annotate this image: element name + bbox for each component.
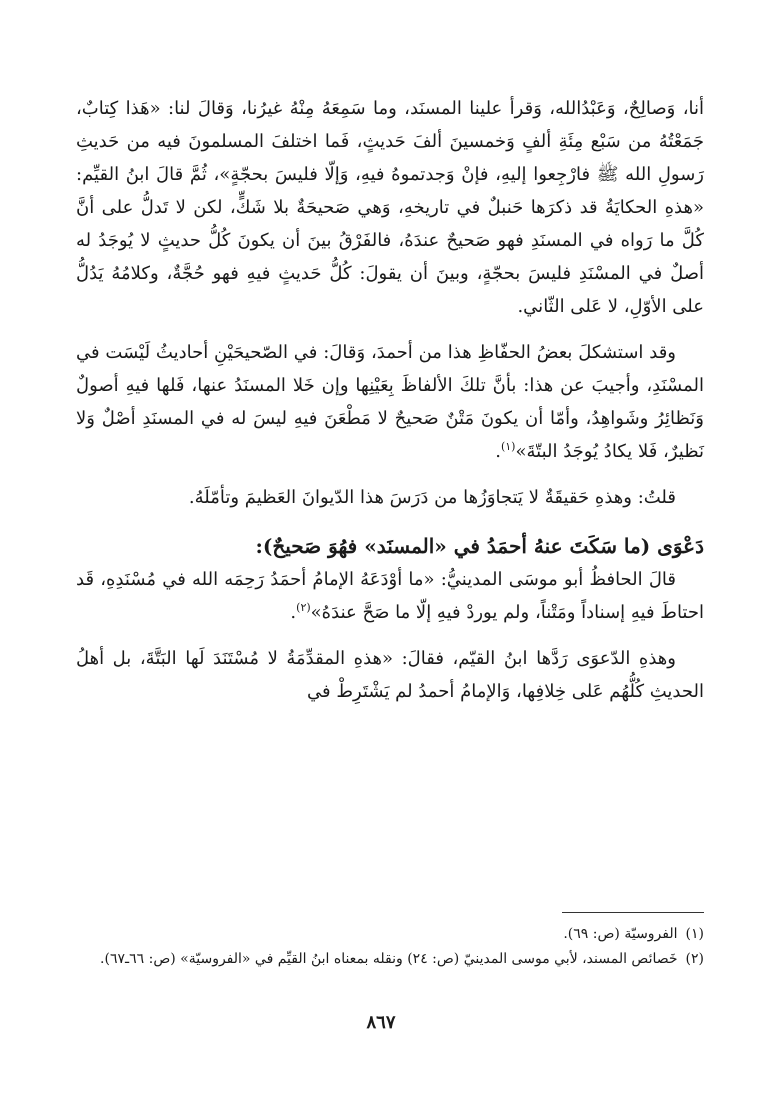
section-heading: دَعْوَى (ما سَكَتَ عنهُ أحمَدُ في «المسنَد» فهُوَ صَحيحٌ): <box>255 534 704 558</box>
page-number: ٨٦٧ <box>366 1012 396 1033</box>
footnote-text: الفروسيّة (ص: ٦٩). <box>563 926 678 942</box>
footnote-marker-2: (٢) <box>296 601 311 614</box>
paragraph-1: أنا، وَصالِحٌ، وَعَبْدُالله، وَقرأ علينا المسنَد، وما سَمِعَهُ مِنْهُ غيرُنا، وَقالَ لنا: «هَذا كِتابٌ، جَمَعْتُهُ من سَبْع مِئَةِ ألفٍ وَخمسينَ ألفَ حَديثٍ، فَما اختلفَ المسلمونَ فيه من حَديثِ رَسولِ الله ﷺ فارْجِعوا إليهِ، فإنْ وَجدتموهُ فيهِ، وَإلّا فليسَ بحجّةٍ»، ثُمَّ قالَ ابنُ القيِّم: «هذهِ الحكايَةُ قد ذكرَها حَنبلٌ في تاريخهِ، وَهي صَحيحَةٌ بلا شَكٍّ، لكن لا تَدلُّ على أنَّ كُلَّ ما رَواه في المسنَدِ فهو صَحيحٌ عندَهُ، فالفَرْقُ بينَ أن يكونَ كُلُّ حديثٍ لا يُوجَدُ له أصلٌ في المسْنَدِ فليسَ بحجّةٍ، وبينَ أن يقولَ: كُلُّ حَديثٍ فيهِ فهو حُجَّةٌ، وكلامُهُ يَدُلُّ على الأوّلِ، لا عَلى الثّاني. <box>76 98 704 317</box>
footnote-2 <box>76 947 704 972</box>
footnotes <box>76 922 704 972</box>
paragraph-2-end: . <box>495 441 501 462</box>
paragraph-2 <box>76 336 704 468</box>
paragraph-4-end: . <box>290 602 297 623</box>
footnote-divider <box>562 912 704 913</box>
footnote-1 <box>76 922 704 947</box>
paragraph-4-text: قالَ الحافظُ أبو موسَى المدينيُّ: «ما أوْدَعَهُ الإمامُ أحمَدُ رَحِمَه الله في مُسْنَدِهِ، قَد احتاطَ فيهِ إسناداً ومَتْناً، ولم يوردْ فيهِ إلّا ما صَحَّ عندَهُ» <box>76 569 704 623</box>
footnote-marker-1: (١) <box>500 440 516 453</box>
footnote-number: (١) <box>685 926 704 942</box>
footnote-text: خَصائص المسند، لأبي موسى المدينيّ (ص: ٢٤) ونقله بمعناه ابنُ القيِّم في «الفروسيّة» (ص: ٦٦ـ٦٧). <box>100 951 678 967</box>
paragraph-4 <box>76 563 704 629</box>
paragraph-2-text: وقد استشكلَ بعضُ الحفّاظِ هذا من أحمدَ، وَقالَ: في الصّحيحَيْنِ أحاديثُ لَيْسَت في المسْنَدِ، وأجيبَ عن هذا: بأنَّ تلكَ الألفاظَ بِعَيْنِها وإن خَلا المسنَدُ عنها، فَلها فيهِ أصولٌ وَنَظائِرُ وشَواهِدُ، وأمّا أن يكونَ مَتْنٌ صَحيحٌ لا مَطْعَنَ فيهِ ليسَ له في المسنَدِ أصْلٌ وَلا نَظيرٌ، فَلا يكادُ يُوجَدُ البتّةَ» <box>76 342 704 462</box>
paragraph-3: قلتُ: وهذهِ حَقيقَةٌ لا يَتجاوَزُها من دَرَسَ هذا الدّيوانَ العَظيمَ وتأمّلَهُ. <box>188 487 676 508</box>
paragraph-5: وهذهِ الدّعوَى رَدَّها ابنُ القيّم، فقالَ: «هذهِ المقدِّمَةُ لا مُسْتَنَدَ لَها البَتَّةَ، بل أهلُ الحديثِ كُلُّهُم عَلى خِلافِها، وَالإمامُ أحمدُ لم يَشْتَرِطْ في <box>76 648 704 702</box>
page-body <box>76 92 704 708</box>
footnote-number: (٢) <box>685 951 704 967</box>
